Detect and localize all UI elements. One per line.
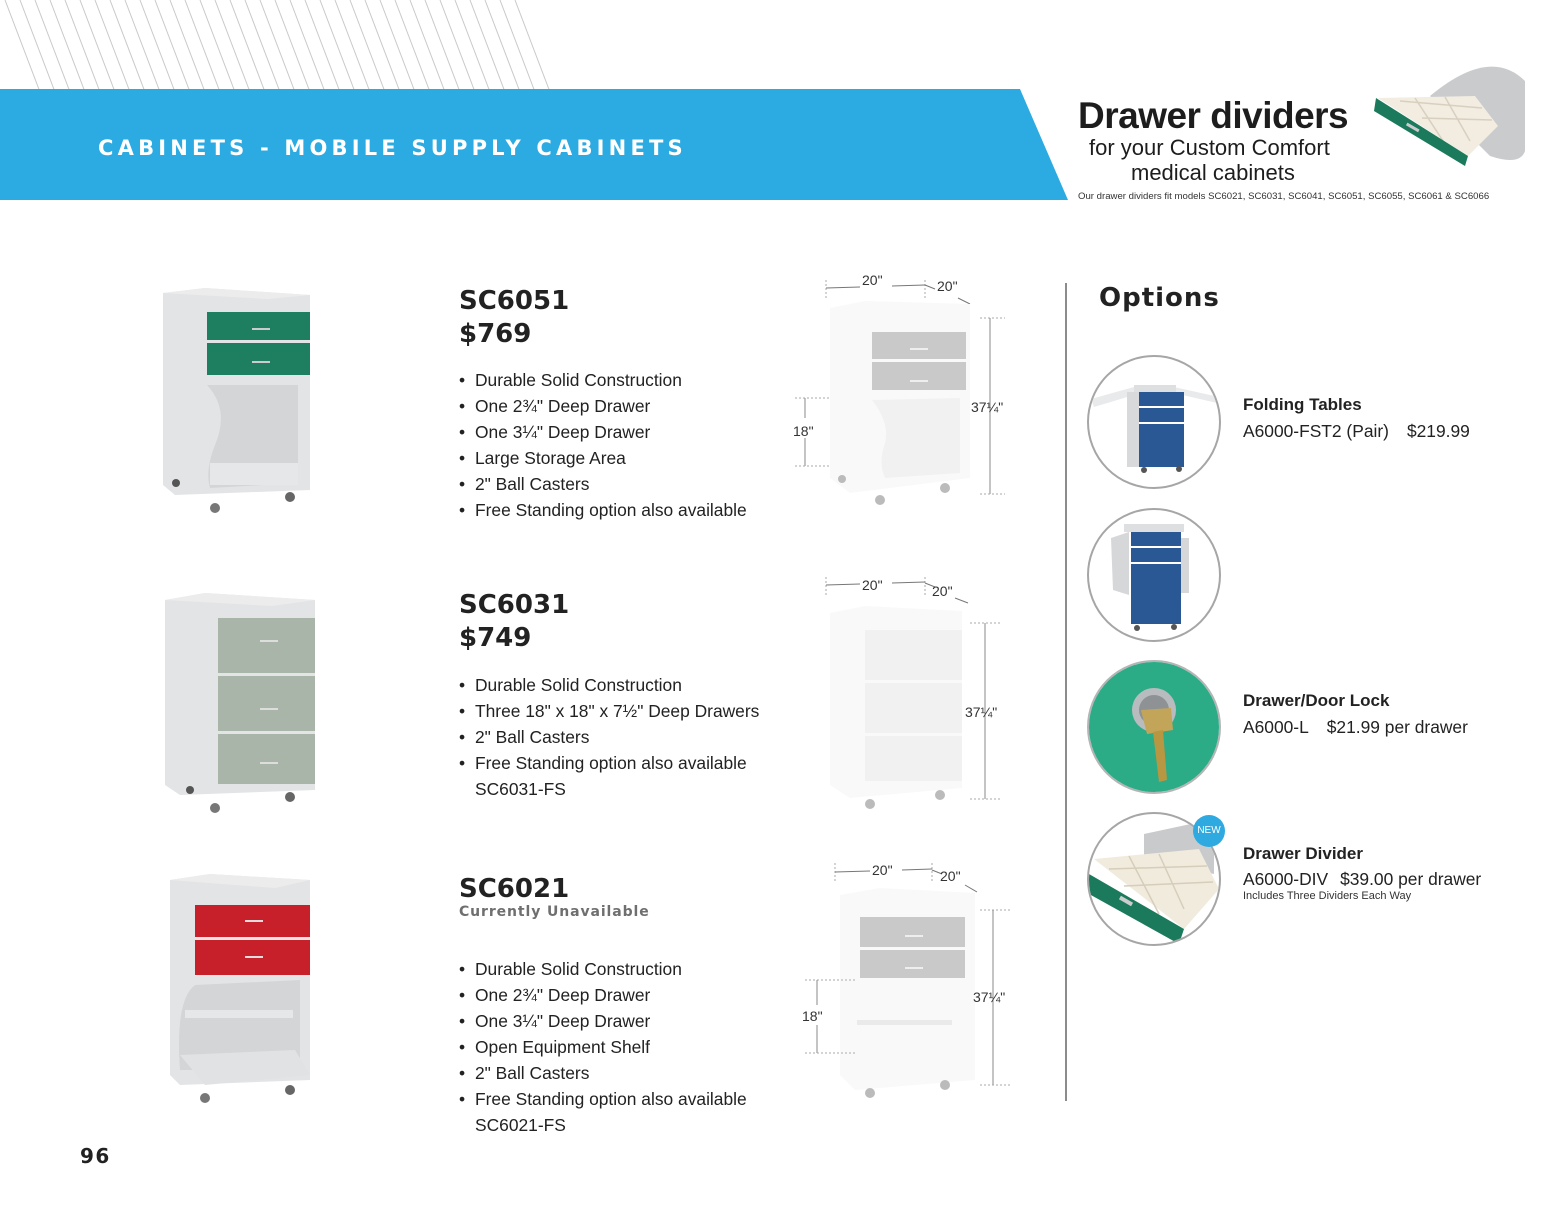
- feature-item: • 2" Ball Casters: [459, 474, 590, 494]
- new-badge: NEW: [1193, 815, 1225, 847]
- sc6021-photo: [165, 870, 325, 1115]
- feature-item: • 2" Ball Casters: [459, 727, 590, 747]
- column-divider: [1065, 283, 1067, 1101]
- svg-text:20": 20": [862, 272, 883, 288]
- feature-item: • Durable Solid Construction: [459, 959, 682, 979]
- options-heading: Options: [1099, 283, 1220, 313]
- promo-subtitle-1: for your Custom Comfort: [1089, 135, 1330, 160]
- feature-item: • Open Equipment Shelf: [459, 1037, 650, 1057]
- svg-text:20": 20": [940, 868, 961, 884]
- sc6031-photo: [160, 590, 320, 825]
- lock-with-key-image: [1087, 660, 1221, 794]
- drawer-divider-promo-image: [1370, 56, 1530, 166]
- feature-item: • Large Storage Area: [459, 448, 626, 468]
- option-name: Folding Tables: [1243, 395, 1362, 414]
- feature-item: • Three 18" x 18" x 7½" Deep Drawers: [459, 701, 760, 721]
- feature-item: • Free Standing option also available: [459, 1089, 747, 1109]
- section-title: CABINETS - MOBILE SUPPLY CABINETS: [98, 136, 687, 160]
- feature-item: • Free Standing option also available: [459, 500, 747, 520]
- feature-item: • Durable Solid Construction: [459, 370, 682, 390]
- sc6051-dimension-diagram: [790, 268, 1020, 513]
- svg-text:37¼": 37¼": [971, 399, 1004, 415]
- product-price: $769: [459, 319, 532, 349]
- product-model: SC6031: [459, 590, 570, 620]
- option-sku-price: A6000-FST2 (Pair) $219.99: [1243, 421, 1470, 441]
- svg-text:20": 20": [862, 577, 883, 593]
- feature-item: • One 2¾" Deep Drawer: [459, 396, 651, 416]
- svg-text:20": 20": [872, 862, 893, 878]
- decorative-hatch: [0, 0, 560, 92]
- option-note: Includes Three Dividers Each Way: [1243, 890, 1412, 902]
- feature-item: • Durable Solid Construction: [459, 675, 682, 695]
- feature-list: [459, 956, 747, 1138]
- promo-fine-print: Our drawer dividers fit models SC6021, SC6031, SC6041, SC6051, SC6055, SC6061 & SC6066: [1078, 191, 1490, 202]
- page-number: 96: [80, 1144, 111, 1168]
- product-model: SC6051: [459, 286, 570, 316]
- sc6051-photo: [160, 285, 320, 520]
- sc6021-dimension-diagram: [795, 855, 1025, 1105]
- feature-item: • Free Standing option also available: [459, 753, 747, 773]
- feature-list: [459, 672, 759, 802]
- availability-status: Currently Unavailable: [459, 904, 650, 920]
- promo-title: Drawer dividers: [1078, 95, 1349, 136]
- svg-text:18": 18": [793, 423, 814, 439]
- option-sku-price: A6000-L $21.99 per drawer: [1243, 717, 1468, 737]
- svg-text:37¼": 37¼": [973, 989, 1006, 1005]
- promo-subtitle-2: medical cabinets: [1131, 160, 1295, 185]
- feature-item: • 2" Ball Casters: [459, 1063, 590, 1083]
- product-model: SC6021: [459, 874, 570, 904]
- option-name: Drawer/Door Lock: [1243, 691, 1390, 710]
- feature-list: [459, 367, 747, 523]
- option-sku-price: A6000-DIV $39.00 per drawer: [1243, 869, 1482, 889]
- folding-tables-folded-image: [1087, 508, 1221, 642]
- sc6031-dimension-diagram: [790, 573, 1020, 818]
- feature-item: • One 3¼" Deep Drawer: [459, 1011, 651, 1031]
- feature-item: • One 2¾" Deep Drawer: [459, 985, 651, 1005]
- product-price: $749: [459, 623, 532, 653]
- svg-text:20": 20": [932, 583, 953, 599]
- folding-tables-open-image: [1087, 355, 1221, 489]
- feature-continuation: SC6021-FS: [475, 1115, 566, 1135]
- feature-continuation: SC6031-FS: [475, 779, 566, 799]
- option-name: Drawer Divider: [1243, 844, 1363, 863]
- feature-item: • One 3¼" Deep Drawer: [459, 422, 651, 442]
- svg-text:20": 20": [937, 278, 958, 294]
- svg-text:37¼": 37¼": [965, 704, 998, 720]
- svg-text:18": 18": [802, 1008, 823, 1024]
